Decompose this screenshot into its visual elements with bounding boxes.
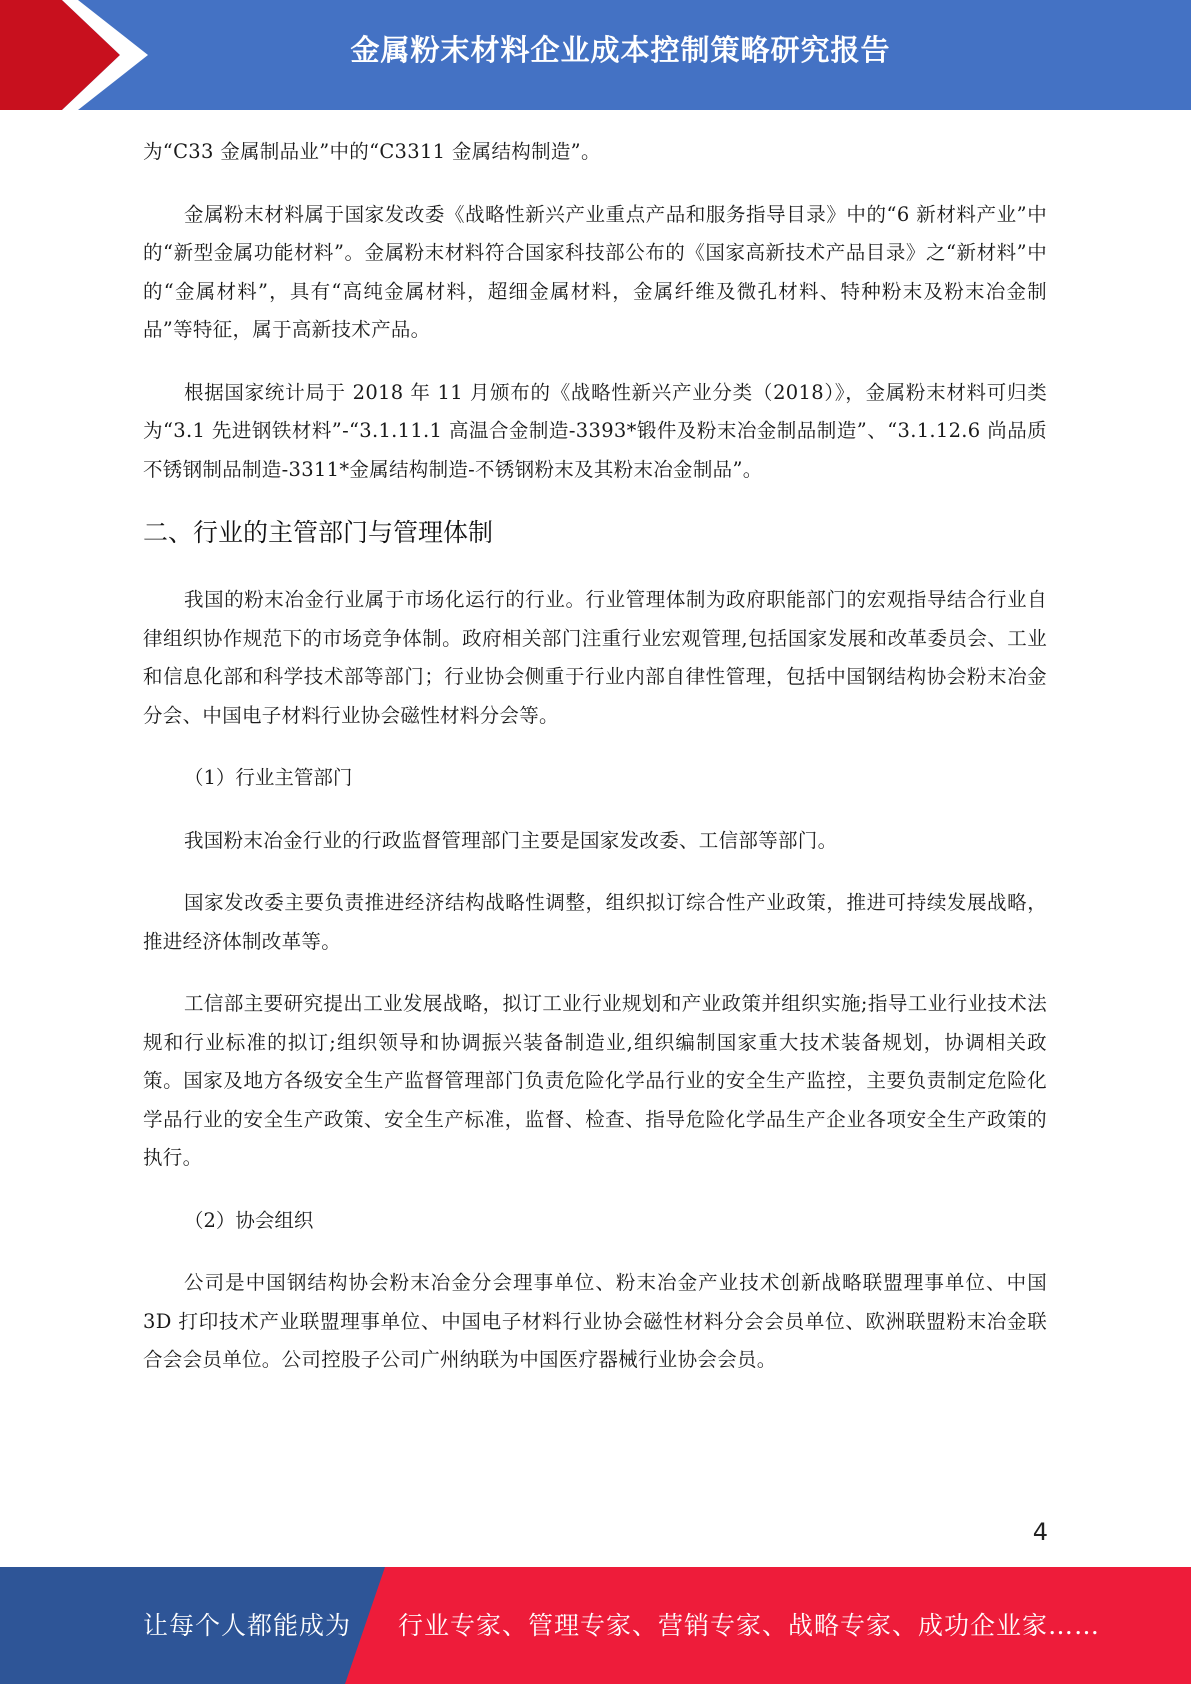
section-heading: 二、行业的主管部门与管理体制	[143, 518, 494, 547]
document-body	[143, 133, 1047, 1404]
paragraph: 为“C33 金属制品业”中的“C3311 金属结构制造”。	[143, 140, 601, 163]
footer-slogan-right: 行业专家、管理专家、营销专家、战略专家、成功企业家……	[398, 1611, 1101, 1640]
paragraph: 金属粉末材料属于国家发改委《战略性新兴产业重点产品和服务指导目录》中的“6 新材料产业”中的“新型金属功能材料”。金属粉末材料符合国家科技部公布的《国家高新技术产品目录》之“新材料”中的“金属材料”，具有“高纯金属材料，超细金属材料，金属纤维及微孔材料、特种粉末及粉末冶金制品”等特征，属于高新技术产品。	[143, 202, 1047, 341]
paragraph: 国家发改委主要负责推进经济结构战略性调整，组织拟订综合性产业政策，推进可持续发展战略，推进经济体制改革等。	[143, 891, 1047, 953]
footer-slogan-left: 让每个人都能成为	[143, 1611, 352, 1640]
subsection-heading: （1）行业主管部门	[184, 766, 353, 789]
paragraph: 工信部主要研究提出工业发展战略，拟订工业行业规划和产业政策并组织实施;指导工业行业技术法规和行业标准的拟订;组织领导和协调振兴装备制造业,组织编制国家重大技术装备规划，协调相关政策。国家及地方各级安全生产监督管理部门负责危险化学品行业的安全生产监控，主要负责制定危险化学品行业的安全生产政策、安全生产标准，监督、检查、指导危险化学品生产企业各项安全生产政策的执行。	[143, 992, 1047, 1169]
paragraph: 我国粉末冶金行业的行政监督管理部门主要是国家发改委、工信部等部门。	[184, 828, 838, 852]
page-header	[0, 0, 1191, 110]
paragraph: 我国的粉末冶金行业属于市场化运行的行业。行业管理体制为政府职能部门的宏观指导结合行业自律组织协作规范下的市场竞争体制。政府相关部门注重行业宏观管理,包括国家发展和改革委员会、工业和信息化部和科学技术部等部门；行业协会侧重于行业内部自律性管理，包括中国钢结构协会粉末冶金分会、中国电子材料行业协会磁性材料分会等。	[143, 588, 1047, 727]
page-footer	[0, 1567, 1191, 1684]
subsection-heading: （2）协会组织	[184, 1208, 314, 1232]
report-title: 金属粉末材料企业成本控制策略研究报告	[350, 33, 891, 67]
paragraph: 根据国家统计局于 2018 年 11 月颁布的《战略性新兴产业分类（2018）》，金属粉末材料可归类为“3.1 先进钢铁材料”-“3.1.11.1 高温合金制造-3393*锻件及粉末冶金制品制造”、“3.1.12.6 尚品质不锈钢制品制造-3311*金属结构制造-不锈钢粉末及其粉末冶金制品”。	[143, 380, 1047, 481]
page-number: 4	[1032, 1518, 1048, 1546]
paragraph: 公司是中国钢结构协会粉末冶金分会理事单位、粉末冶金产业技术创新战略联盟理事单位、中国 3D 打印技术产业联盟理事单位、中国电子材料行业协会磁性材料分会会员单位、欧洲联盟粉末冶金联合会会员单位。公司控股子公司广州纳联为中国医疗器械行业协会会员。	[143, 1271, 1047, 1371]
